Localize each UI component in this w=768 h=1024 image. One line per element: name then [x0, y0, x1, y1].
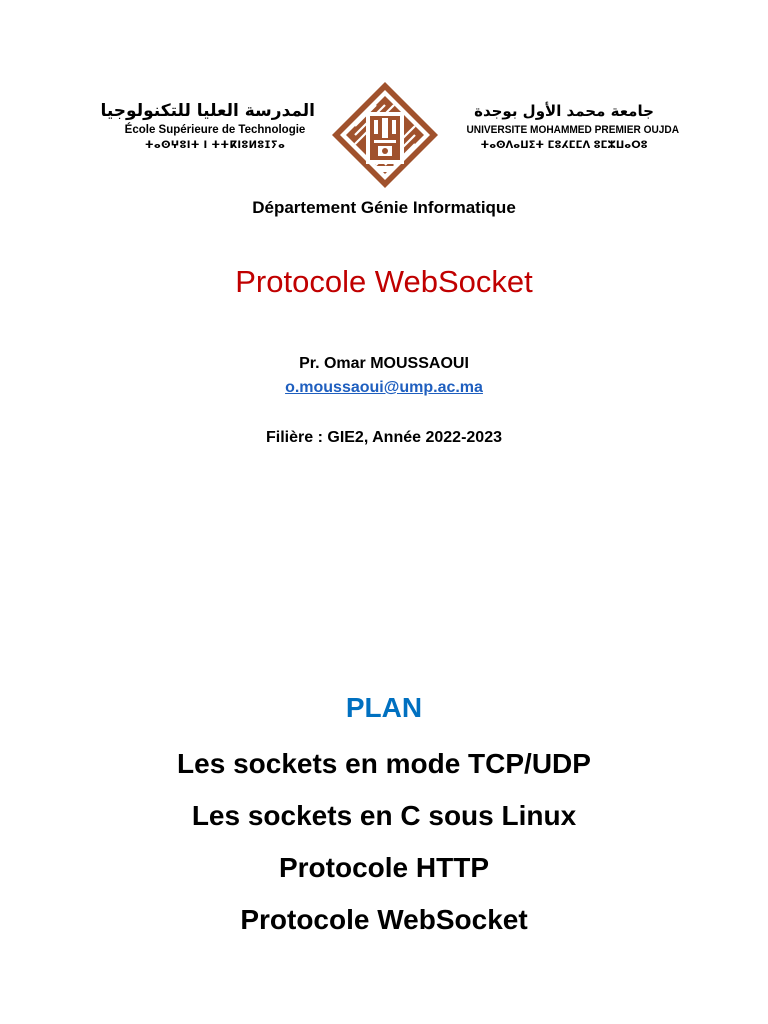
- university-name-french: UNIVERSITE MOHAMMED PREMIER OUJDA: [466, 124, 680, 136]
- author-email-link[interactable]: o.moussaoui@ump.ac.ma: [285, 379, 483, 396]
- logo-emblem: [332, 82, 438, 188]
- university-logo: [330, 80, 440, 190]
- author-block: [0, 352, 768, 400]
- school-block: [100, 100, 315, 154]
- plan-item-http: Protocole HTTP: [278, 852, 489, 883]
- school-name-arabic: المدرسة العليا للتكنولوجيا: [100, 101, 315, 121]
- plan-heading: PLAN: [345, 692, 423, 723]
- school-name-french: École Supérieure de Technologie: [124, 124, 306, 136]
- plan-item-tcp-udp: Les sockets en mode TCP/UDP: [177, 748, 591, 779]
- school-name-tifinagh: ⵜⴰⵙⵖⵓⵏⵜ ⵏ ⵜⵜⴽⵏⵓⵍⵓⵊⵢⴰ: [144, 140, 286, 151]
- plan-item-websocket: Protocole WebSocket: [240, 904, 528, 935]
- plan-list: [0, 742, 768, 950]
- header: [0, 80, 768, 190]
- university-name-arabic: جامعة محمد الأول بوجدة: [474, 102, 654, 120]
- document-title: Protocole WebSocket: [235, 264, 533, 299]
- program-year: Filière : GIE2, Année 2022-2023: [266, 429, 502, 446]
- university-name-tifinagh: ⵜⴰⵙⴷⴰⵡⵉⵜ ⵎⵓⵃⵎⵎⴷ ⵓⵎⵣⵡⴰⵔⵓ: [480, 140, 648, 151]
- university-block: [458, 100, 680, 154]
- plan-item-c-linux: Les sockets en C sous Linux: [191, 800, 577, 831]
- author-name: Pr. Omar MOUSSAOUI: [299, 355, 469, 372]
- department-name: Département Génie Informatique: [252, 198, 516, 217]
